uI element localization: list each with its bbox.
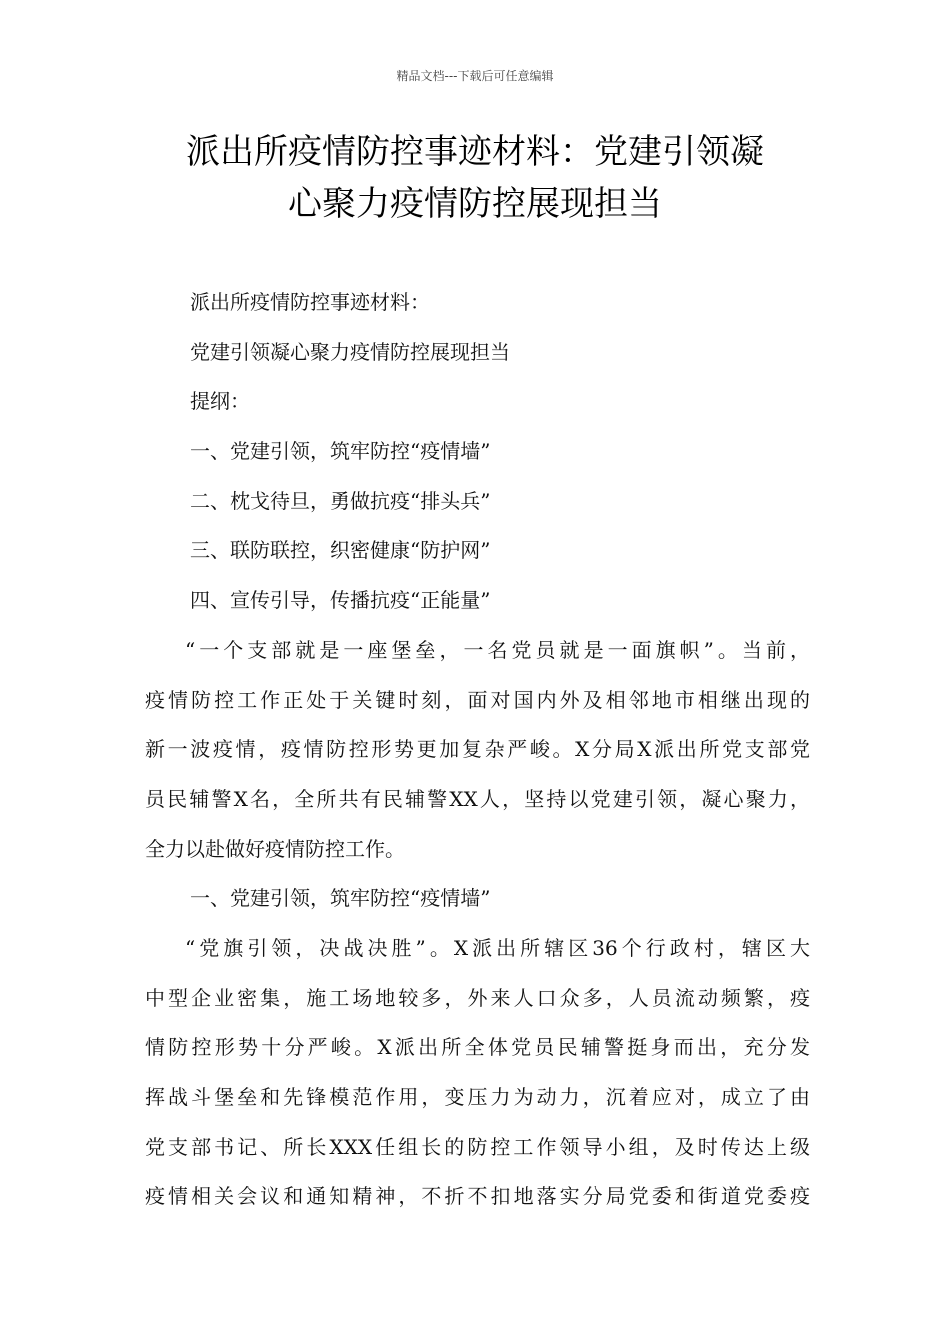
intro-subtitle: 党建引领凝心聚力疫情防控展现担当	[190, 339, 510, 364]
paragraph-line: 全力以赴做好疫情防控工作。	[145, 836, 405, 861]
document-body	[145, 278, 810, 1222]
outline-item: 三、联防联控，织密健康“防护网”	[190, 538, 491, 563]
paragraph-line: “党旗引领，决战决胜”。X派出所辖区36个行政村，辖区大	[185, 935, 810, 960]
title-line-2: 心聚力疫情防控展现担当	[288, 184, 662, 224]
paragraph-line: “一个支部就是一座堡垒，一名党员就是一面旗帜”。当前，	[185, 637, 810, 662]
outline-item: 二、枕戈待旦，勇做抗疫“排头兵”	[190, 488, 491, 513]
paragraph-line: 疫情防控工作正处于关键时刻，面对国内外及相邻地市相继出现的	[145, 687, 810, 712]
paragraph-line: 新一波疫情，疫情防控形势更加复杂严峻。X分局X派出所党支部党	[145, 737, 810, 762]
intro-label: 派出所疫情防控事迹材料：	[190, 290, 430, 314]
outline-item: 一、党建引领，筑牢防控“疫情墙”	[190, 439, 491, 464]
header-note: 精品文档---下载后可任意编辑	[396, 69, 554, 83]
paragraph-line: 党支部书记、所长XXX任组长的防控工作领导小组，及时传达上级	[145, 1134, 810, 1159]
paragraph-line: 疫情相关会议和通知精神，不折不扣地落实分局党委和街道党委疫	[145, 1184, 810, 1209]
paragraph-line: 员民辅警X名，全所共有民辅警XX人，坚持以党建引领，凝心聚力，	[145, 786, 810, 811]
paragraph-line: 情防控形势十分严峻。X派出所全体党员民辅警挺身而出，充分发	[145, 1035, 810, 1060]
section-heading: 一、党建引领，筑牢防控“疫情墙”	[190, 886, 491, 911]
paragraph-line: 中型企业密集，施工场地较多，外来人口众多，人员流动频繁，疫	[145, 985, 810, 1010]
title-line-1: 派出所疫情防控事迹材料：党建引领凝	[186, 132, 764, 172]
paragraph-line: 挥战斗堡垒和先锋模范作用，变压力为动力，沉着应对，成立了由	[145, 1085, 810, 1109]
document-title	[130, 126, 820, 230]
outline-item: 四、宣传引导，传播抗疫“正能量”	[190, 588, 491, 613]
outline-label: 提纲：	[190, 389, 250, 414]
